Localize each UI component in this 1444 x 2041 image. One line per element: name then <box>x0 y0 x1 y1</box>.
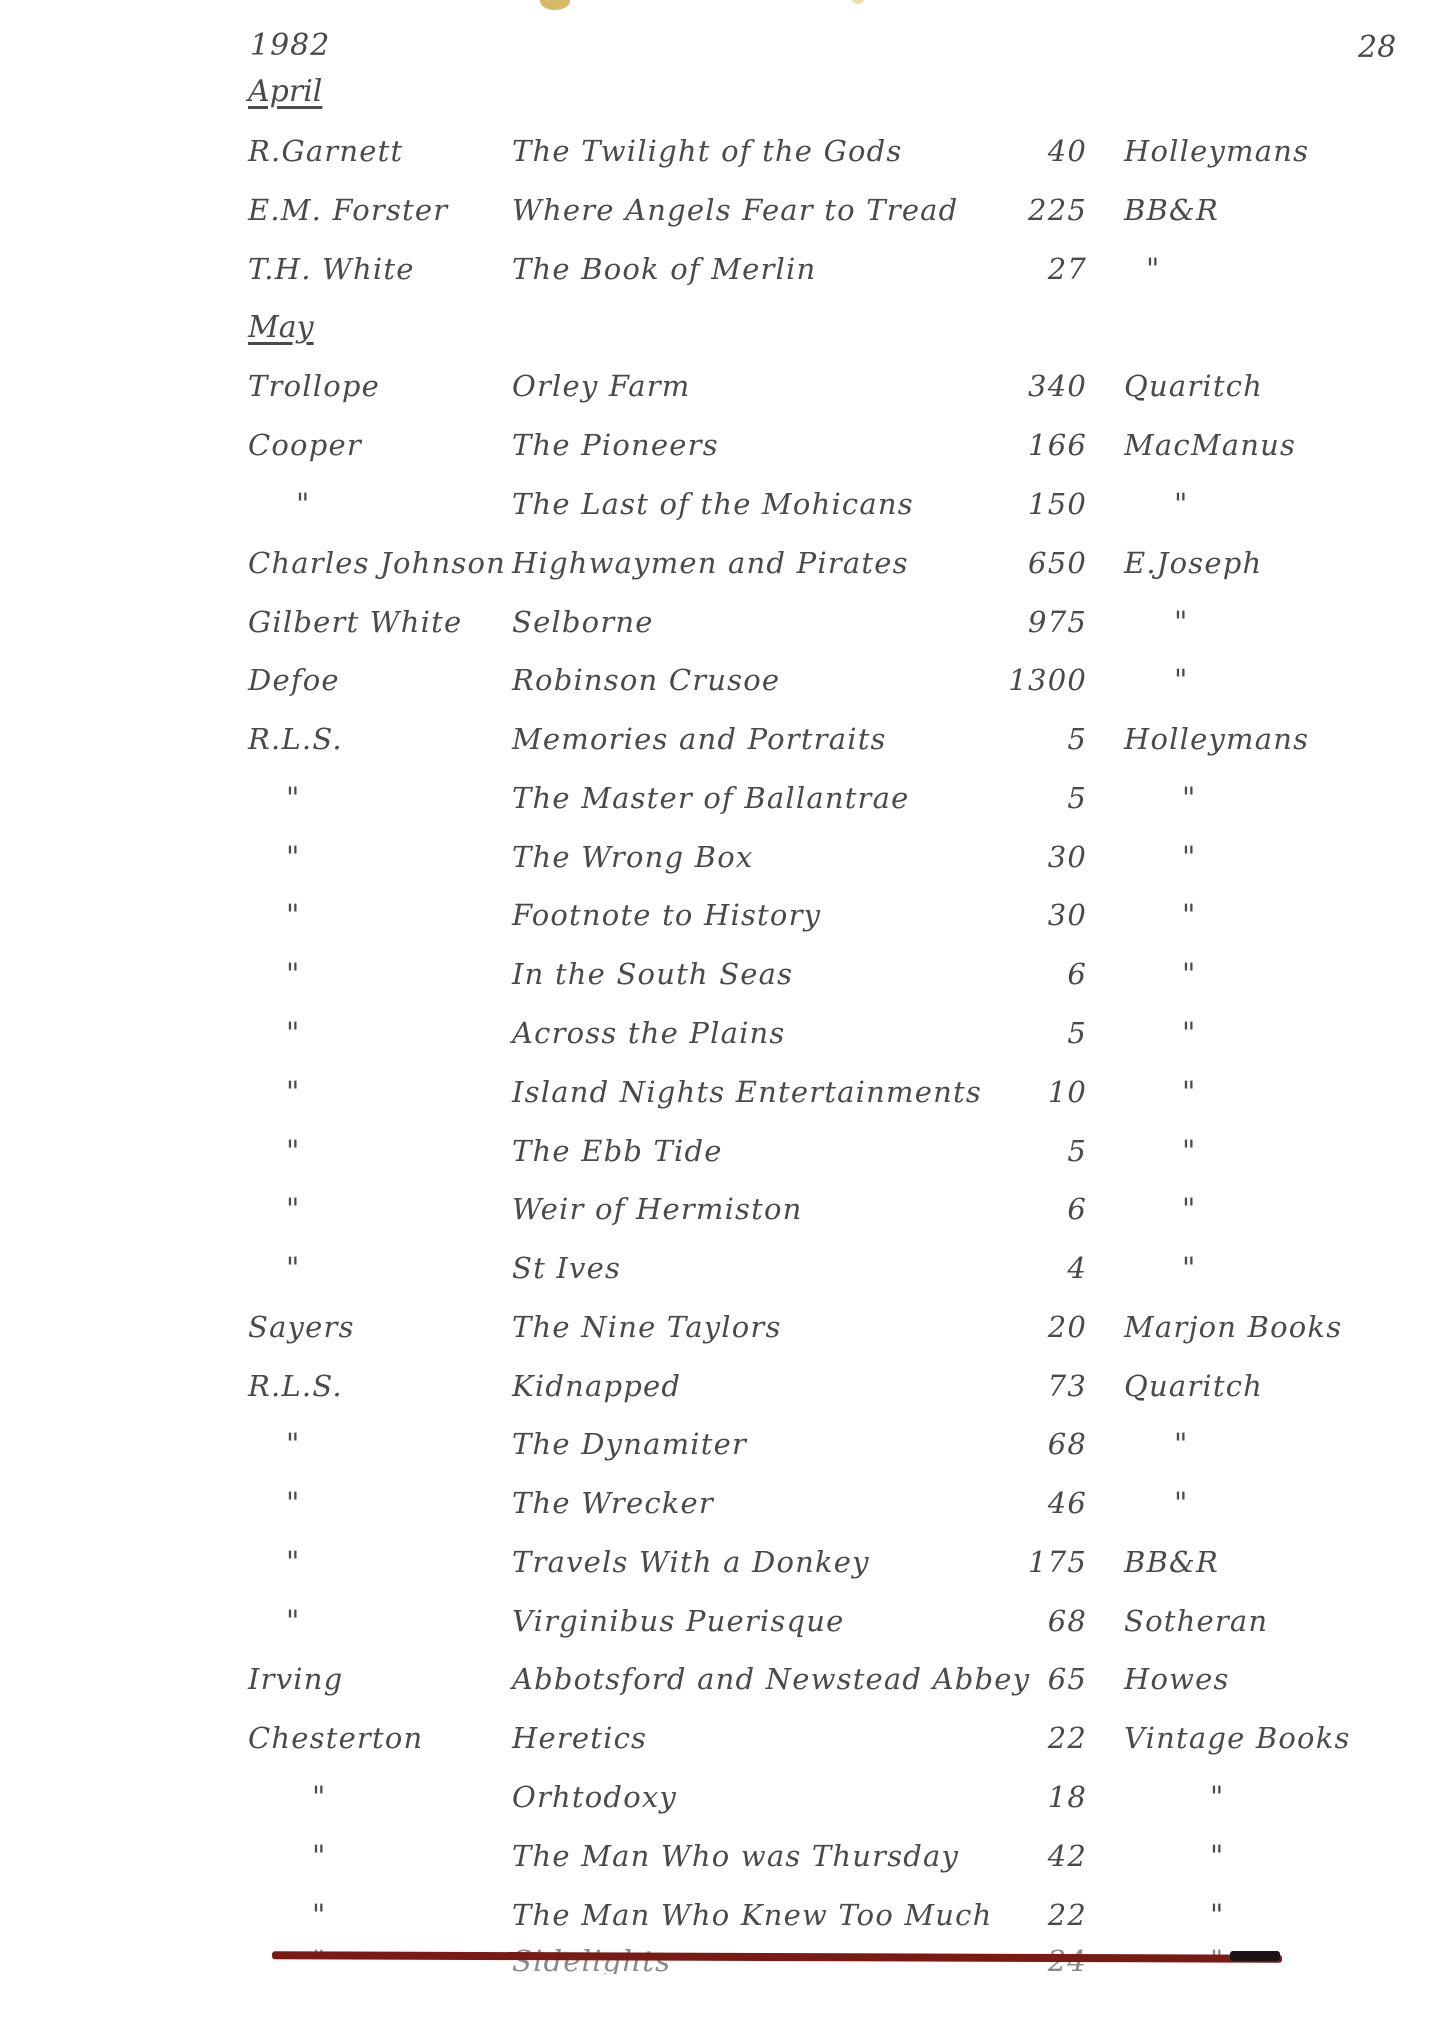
title-cell: Orhtodoxy <box>512 1780 677 1814</box>
dealer-cell: " <box>1210 1780 1225 1814</box>
title-cell: The Wrecker <box>512 1486 714 1520</box>
dealer-cell: " <box>1210 1898 1225 1932</box>
ledger-row <box>0 1545 1444 1589</box>
author-cell: " <box>286 1075 301 1109</box>
dealer-cell: BB&R <box>1124 1545 1220 1579</box>
dealer-cell: Vintage Books <box>1124 1721 1351 1755</box>
title-cell: The Man Who Knew Too Much <box>512 1898 993 1932</box>
author-cell: " <box>312 1839 327 1873</box>
price-cell: 40 <box>1047 134 1087 168</box>
price-cell: 4 <box>1067 1251 1087 1285</box>
dealer-cell: Sotheran <box>1124 1604 1269 1638</box>
title-cell: Kidnapped <box>512 1369 682 1403</box>
page-number: 28 <box>1358 30 1397 65</box>
dealer-cell: " <box>1182 1016 1197 1050</box>
price-cell: 6 <box>1067 957 1087 991</box>
dealer-cell: Holleymans <box>1124 722 1310 756</box>
title-cell: The Twilight of the Gods <box>512 134 903 168</box>
author-cell: Cooper <box>248 428 362 462</box>
ledger-row <box>0 663 1444 707</box>
price-cell: 175 <box>1028 1545 1087 1579</box>
price-cell: 340 <box>1028 369 1087 403</box>
ledger-row <box>0 252 1444 296</box>
ledger-row <box>0 1780 1444 1824</box>
title-cell: Virginibus Puerisque <box>512 1604 845 1638</box>
price-cell: 65 <box>1047 1662 1087 1696</box>
dealer-cell: " <box>1174 605 1189 639</box>
title-cell: The Nine Taylors <box>512 1310 782 1344</box>
price-cell: 46 <box>1047 1486 1087 1520</box>
author-cell: E.M. Forster <box>248 193 449 227</box>
ledger-row <box>0 781 1444 825</box>
price-cell: 166 <box>1028 428 1087 462</box>
title-cell: The Book of Merlin <box>512 252 817 286</box>
author-cell: " <box>286 957 301 991</box>
price-cell: 18 <box>1047 1780 1087 1814</box>
title-cell: Abbotsford and Newstead Abbey <box>512 1662 1031 1696</box>
strikethrough-end <box>1230 1951 1280 1961</box>
price-cell: 42 <box>1047 1839 1087 1873</box>
ledger-row <box>0 1604 1444 1648</box>
dealer-cell: " <box>1182 1251 1197 1285</box>
dealer-cell: " <box>1182 898 1197 932</box>
price-cell: 10 <box>1047 1075 1087 1109</box>
price-cell: 30 <box>1047 840 1087 874</box>
author-cell: " <box>286 898 301 932</box>
dealer-cell: Holleymans <box>1124 134 1310 168</box>
title-cell: Heretics <box>512 1721 648 1755</box>
dealer-cell: " <box>1182 840 1197 874</box>
title-cell: In the South Seas <box>512 957 794 991</box>
price-cell: 6 <box>1067 1192 1087 1226</box>
price-cell: 225 <box>1028 193 1087 227</box>
title-cell: Footnote to History <box>512 898 822 932</box>
title-cell: Robinson Crusoe <box>512 663 781 697</box>
dealer-cell: " <box>1182 1192 1197 1226</box>
dealer-cell: " <box>1182 1134 1197 1168</box>
price-cell: 5 <box>1067 1016 1087 1050</box>
title-cell: The Pioneers <box>512 428 719 462</box>
dealer-cell: BB&R <box>1124 193 1220 227</box>
ledger-row <box>0 428 1444 472</box>
price-cell: 68 <box>1047 1427 1087 1461</box>
price-cell: 975 <box>1028 605 1087 639</box>
ledger-row <box>0 1839 1444 1883</box>
author-cell: " <box>286 840 301 874</box>
dealer-cell: " <box>1174 1427 1189 1461</box>
title-cell: The Master of Ballantrae <box>512 781 910 815</box>
price-cell: 30 <box>1047 898 1087 932</box>
dealer-cell: " <box>1174 487 1189 521</box>
author-cell: " <box>296 487 311 521</box>
author-cell: Sayers <box>248 1310 355 1344</box>
stain-mark <box>540 0 570 10</box>
title-cell: St Ives <box>512 1251 622 1285</box>
dealer-cell: " <box>1174 1486 1189 1520</box>
title-cell: Weir of Hermiston <box>512 1192 803 1226</box>
month-heading-april: April <box>248 74 323 109</box>
price-cell: 5 <box>1067 1134 1087 1168</box>
ledger-row <box>0 1427 1444 1471</box>
dealer-cell: MacManus <box>1124 428 1297 462</box>
author-cell: T.H. White <box>248 252 415 286</box>
title-cell: Across the Plains <box>512 1016 786 1050</box>
title-cell: The Dynamiter <box>512 1427 748 1461</box>
author-cell: " <box>286 1134 301 1168</box>
ledger-row <box>0 1192 1444 1236</box>
price-cell: 22 <box>1047 1721 1087 1755</box>
ledger-row <box>0 546 1444 590</box>
ledger-row <box>0 1369 1444 1413</box>
author-cell: R.L.S. <box>248 1369 343 1403</box>
author-cell: Chesterton <box>248 1721 424 1755</box>
title-cell: Highwaymen and Pirates <box>512 546 909 580</box>
dealer-cell: " <box>1182 957 1197 991</box>
dealer-cell: Quaritch <box>1124 369 1264 403</box>
ledger-row <box>0 1486 1444 1530</box>
dealer-cell: " <box>1182 781 1197 815</box>
author-cell: " <box>286 1545 301 1579</box>
ledger-row <box>0 1662 1444 1706</box>
price-cell: 22 <box>1047 1898 1087 1932</box>
author-cell: " <box>312 1780 327 1814</box>
ledger-row <box>0 1134 1444 1178</box>
dealer-cell: E.Joseph <box>1124 546 1263 580</box>
author-cell: Charles Johnson <box>248 546 507 580</box>
price-cell: 5 <box>1067 781 1087 815</box>
title-cell: Memories and Portraits <box>512 722 887 756</box>
ledger-row <box>0 1016 1444 1060</box>
ledger-row <box>0 369 1444 413</box>
title-cell: The Man Who was Thursday <box>512 1839 960 1873</box>
ledger-row <box>0 487 1444 531</box>
ledger-row <box>0 1310 1444 1354</box>
dealer-cell: " <box>1146 252 1161 286</box>
author-cell: " <box>286 1016 301 1050</box>
ledger-row <box>0 1075 1444 1119</box>
ledger-row <box>0 722 1444 766</box>
author-cell: " <box>312 1898 327 1932</box>
ledger-row <box>0 193 1444 237</box>
dealer-cell: " <box>1174 663 1189 697</box>
title-cell: The Ebb Tide <box>512 1134 723 1168</box>
price-cell: 650 <box>1028 546 1087 580</box>
ledger-row <box>0 957 1444 1001</box>
title-cell: Island Nights Entertainments <box>512 1075 982 1109</box>
dealer-cell: Marjon Books <box>1124 1310 1343 1344</box>
author-cell: " <box>286 1251 301 1285</box>
ledger-row <box>0 898 1444 942</box>
author-cell: Trollope <box>248 369 381 403</box>
stain-mark <box>852 0 864 4</box>
title-cell: Selborne <box>512 605 654 639</box>
price-cell: 5 <box>1067 722 1087 756</box>
month-heading-may: May <box>248 310 314 345</box>
ledger-row <box>0 1898 1444 1942</box>
author-cell: R.Garnett <box>248 134 404 168</box>
author-cell: " <box>286 1486 301 1520</box>
year-heading: 1982 <box>250 28 331 63</box>
author-cell: " <box>286 781 301 815</box>
price-cell: 68 <box>1047 1604 1087 1638</box>
price-cell: 20 <box>1047 1310 1087 1344</box>
author-cell: Defoe <box>248 663 340 697</box>
ledger-row <box>0 134 1444 178</box>
ledger-row <box>0 840 1444 884</box>
title-cell: The Last of the Mohicans <box>512 487 914 521</box>
author-cell: " <box>286 1192 301 1226</box>
title-cell: Travels With a Donkey <box>512 1545 870 1579</box>
title-cell: The Wrong Box <box>512 840 754 874</box>
dealer-cell: Quaritch <box>1124 1369 1264 1403</box>
price-cell: 1300 <box>1008 663 1087 697</box>
dealer-cell: " <box>1182 1075 1197 1109</box>
title-cell: Where Angels Fear to Tread <box>512 193 959 227</box>
ledger-row <box>0 605 1444 649</box>
author-cell: Gilbert White <box>248 605 463 639</box>
ledger-row <box>0 1721 1444 1765</box>
author-cell: Irving <box>248 1662 344 1696</box>
dealer-cell: " <box>1210 1839 1225 1873</box>
dealer-cell: Howes <box>1124 1662 1230 1696</box>
author-cell: " <box>286 1427 301 1461</box>
ledger-row <box>0 1251 1444 1295</box>
price-cell: 73 <box>1047 1369 1087 1403</box>
author-cell: " <box>286 1604 301 1638</box>
price-cell: 27 <box>1047 252 1087 286</box>
author-cell: R.L.S. <box>248 722 343 756</box>
title-cell: Orley Farm <box>512 369 691 403</box>
price-cell: 150 <box>1028 487 1087 521</box>
